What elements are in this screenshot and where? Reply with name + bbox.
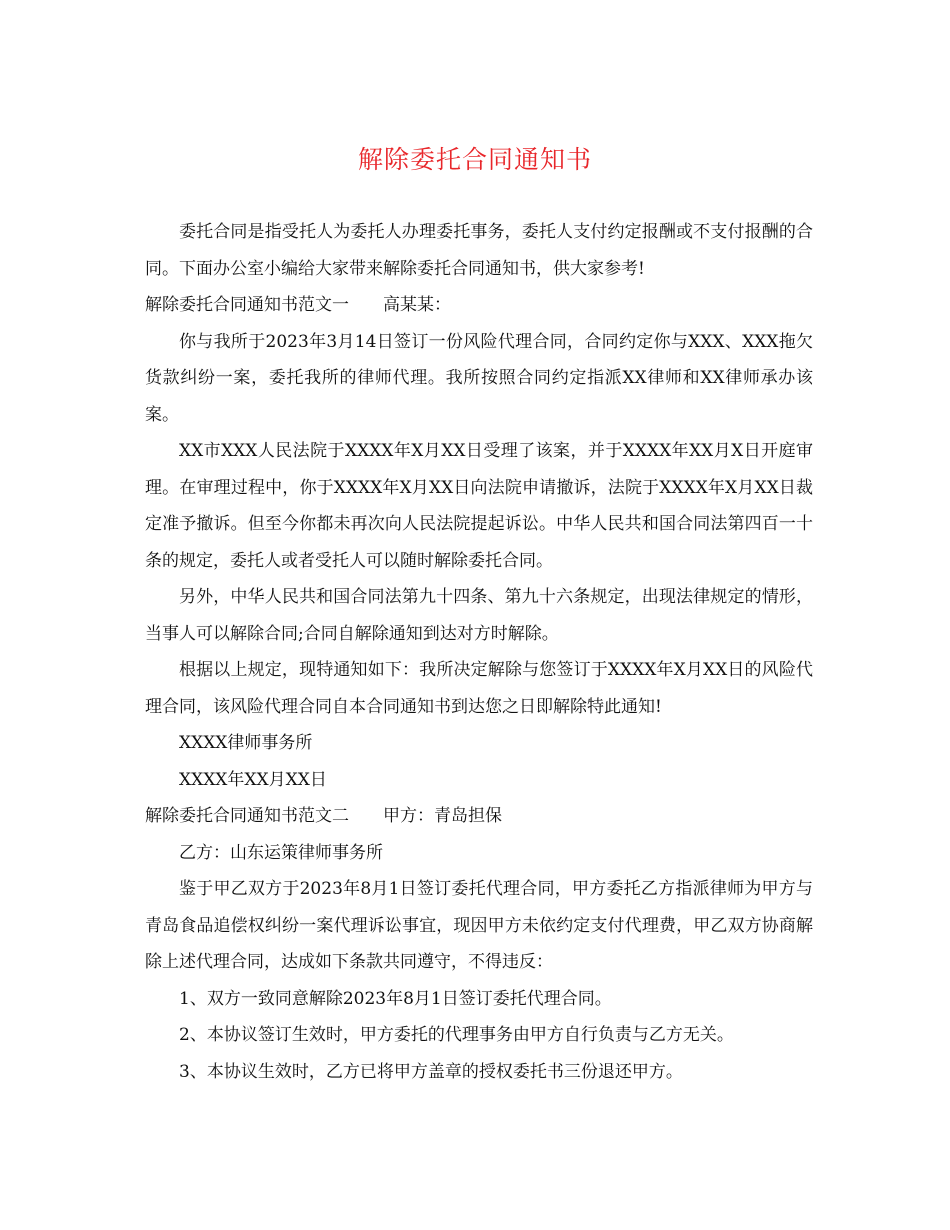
paragraph: 根据以上规定，现特通知如下：我所决定解除与您签订于XXXX年X月XX日的风险代理合同，该风险代理合同自本合同通知书到达您之日即解除特此通知! (145, 660, 813, 717)
clause-item: 2、本协议签订生效时，甲方委托的代理事务由甲方自行负责与乙方无关。 (179, 1025, 734, 1045)
party-b: 乙方：山东运策律师事务所 (179, 842, 383, 863)
paragraph: XX市XXX人民法院于XXXX年X月XX日受理了该案，并于XXXX年XX月X日开庭审理。在审理过程中，你于XXXX年X月XX日向法院申请撤诉，法院于XXXX年X月XX日裁定准予撤诉。但至今你都未再次向人民法院提起诉讼。中华人民共和国合同法第四百一十条的规定，委托人或者受托人可以随时解除委托合同。 (145, 441, 813, 571)
paragraph-intro: 委托合同是指受托人为委托人办理委托事务，委托人支付约定报酬或不支付报酬的合同。下面办公室小编给大家带来解除委托合同通知书，供大家参考! (145, 222, 813, 279)
section-heading-sample-two: 解除委托合同通知书范文二 甲方：青岛担保 (145, 806, 502, 826)
section-heading-sample-one: 解除委托合同通知书范文一 高某某： (145, 295, 451, 315)
clause-item: 1、双方一致同意解除2023年8月1日签订委托代理合同。 (179, 988, 612, 1009)
paragraph: 另外，中华人民共和国合同法第九十四条、第九十六条规定，出现法律规定的情形，当事人可以解除合同;合同自解除通知到达对方时解除。 (145, 587, 813, 644)
signature-firm: XXXX律师事务所 (179, 733, 313, 753)
paragraph: 你与我所于2023年3月14日签订一份风险代理合同，合同约定你与XXX、XXX拖欠货款纠纷一案，委托我所的律师代理。我所按照合同约定指派XX律师和XX律师承办该案。 (145, 331, 813, 425)
paragraph: 鉴于甲乙双方于2023年8月1日签订委托代理合同，甲方委托乙方指派律师为甲方与青岛食品追偿权纠纷一案代理诉讼事宜，现因甲方未依约定支付代理费，甲乙双方协商解除上述代理合同，达成如下条款共同遵守，不得违反： (145, 879, 813, 972)
clause-item: 3、本协议生效时，乙方已将甲方盖章的授权委托书三份退还甲方。 (179, 1061, 683, 1082)
document-title: 解除委托合同通知书 (357, 145, 592, 174)
document-body (145, 214, 813, 1090)
signature-date: XXXX年XX月XX日 (179, 769, 327, 790)
